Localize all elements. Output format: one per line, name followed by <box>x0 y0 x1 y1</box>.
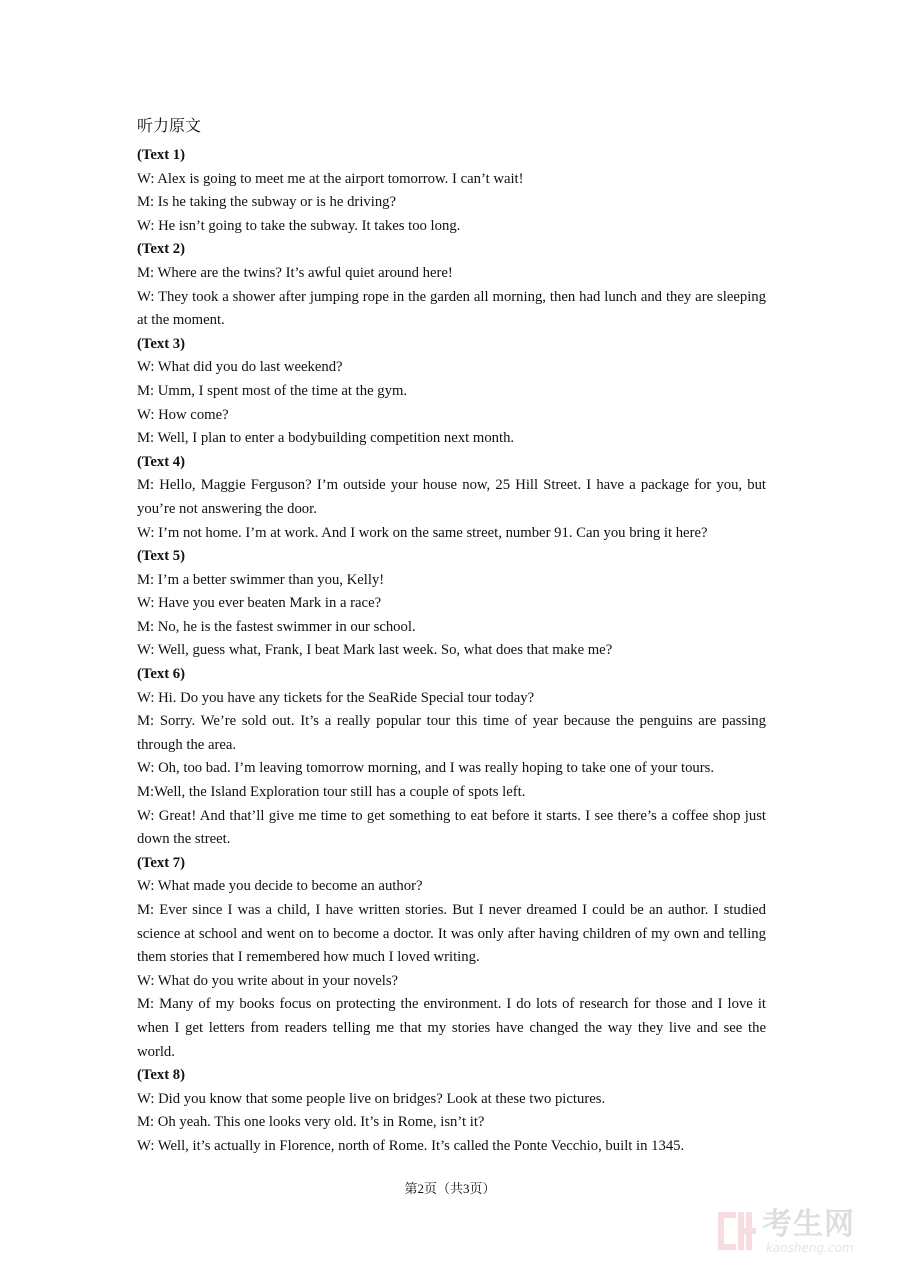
section-label: (Text 4) <box>137 453 185 470</box>
dialogue-line: W: What made you decide to become an author? <box>137 878 423 895</box>
dialogue-line: W: Well, guess what, Frank, I beat Mark last week. So, what does that make me? <box>137 642 613 659</box>
dialogue-line: M: No, he is the fastest swimmer in our school. <box>137 618 416 635</box>
dialogue-line: W: I’m not home. I’m at work. And I work on the same street, number 91. Can you bring it here? <box>137 524 708 541</box>
dialogue-line: W: Oh, too bad. I’m leaving tomorrow morning, and I was really hoping to take one of your tours. <box>137 760 715 777</box>
section-label: (Text 3) <box>137 335 185 352</box>
dialogue-line: W: Alex is going to meet me at the airport tomorrow. I can’t wait! <box>137 170 524 187</box>
dialogue-line: W: Have you ever beaten Mark in a race? <box>137 595 382 612</box>
dialogue-line: M: Ever since I was a child, I have written stories. But I never dreamed I could be an author. I studied science at school and went on to become a doctor. It was only after having children of my own and telling them stories that I remembered how much I loved writing. <box>137 902 766 966</box>
dialogue-line: M: Is he taking the subway or is he driving? <box>137 194 397 211</box>
dialogue-line: W: How come? <box>137 406 229 423</box>
section-label: (Text 5) <box>137 548 185 565</box>
dialogue-line: M: I’m a better swimmer than you, Kelly! <box>137 571 385 588</box>
dialogue-line: W: Hi. Do you have any tickets for the SeaRide Special tour today? <box>137 689 535 706</box>
dialogue-line: W: He isn’t going to take the subway. It takes too long. <box>137 217 461 234</box>
watermark-url: kaosheng.com <box>766 1241 854 1255</box>
transcript-lines <box>137 144 766 1159</box>
section-label: (Text 8) <box>137 1067 185 1084</box>
dialogue-line: M:Well, the Island Exploration tour still has a couple of spots left. <box>137 784 526 801</box>
kaosheng-logo-icon <box>716 1208 758 1254</box>
dialogue-line: M: Many of my books focus on protecting the environment. I do lots of research for those and I love it when I get letters from readers telling me that my stories have changed the way they live and see the world. <box>137 996 766 1060</box>
dialogue-line: M: Hello, Maggie Ferguson? I’m outside your house now, 25 Hill Street. I have a package for you, but you’re not answering the door. <box>137 477 766 517</box>
dialogue-line: W: Great! And that’ll give me time to get something to eat before it starts. I see there’s a coffee shop just down the street. <box>137 807 766 848</box>
section-label: (Text 7) <box>137 854 185 871</box>
section-label: (Text 1) <box>137 147 185 163</box>
dialogue-line: W: What did you do last weekend? <box>137 359 343 376</box>
document-heading: 听力原文 <box>137 118 202 135</box>
dialogue-line: M: Well, I plan to enter a bodybuilding competition next month. <box>137 430 515 447</box>
dialogue-line: W: Well, it’s actually in Florence, north of Rome. It’s called the Ponte Vecchio, built in 1345. <box>137 1137 685 1154</box>
section-label: (Text 6) <box>137 666 185 683</box>
dialogue-line: M: Umm, I spent most of the time at the gym. <box>137 382 408 399</box>
section-label: (Text 2) <box>137 241 185 258</box>
dialogue-line: W: They took a shower after jumping rope in the garden all morning, then had lunch and they are sleeping at the moment. <box>137 288 766 329</box>
dialogue-line: M: Sorry. We’re sold out. It’s a really popular tour this time of year because the penguins are passing through the area. <box>137 713 766 753</box>
dialogue-line: M: Oh yeah. This one looks very old. It’s in Rome, isn’t it? <box>137 1114 485 1131</box>
watermark-logo <box>716 1208 876 1256</box>
page-footer: 第2页（共3页） <box>404 1181 496 1196</box>
dialogue-line: M: Where are the twins? It’s awful quiet around here! <box>137 264 453 281</box>
dialogue-line: W: Did you know that some people live on bridges? Look at these two pictures. <box>137 1090 606 1107</box>
dialogue-line: W: What do you write about in your novels? <box>137 972 399 989</box>
document-body <box>137 115 766 1159</box>
watermark-name: 考生网 <box>762 1207 855 1242</box>
